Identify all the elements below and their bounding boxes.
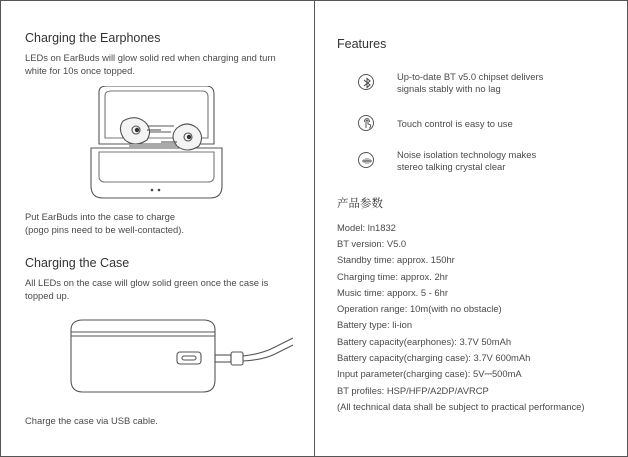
case-usb-illustration bbox=[65, 318, 295, 396]
specs-title: 产品参数 bbox=[337, 196, 383, 210]
earphones-desc-line2: white for 10s once topped. bbox=[25, 65, 135, 76]
spec-bt-profiles: BT profiles: HSP/HFP/A2DP/AVRCP bbox=[337, 385, 489, 396]
spec-charging-time: Charging time: approx. 2hr bbox=[337, 271, 448, 282]
spec-battery-type: Battery type: li-ion bbox=[337, 319, 413, 330]
feature-3-line1: Noise isolation technology makes bbox=[397, 149, 537, 160]
spec-battery-case: Battery capacity(charging case): 3.7V 600mAh bbox=[337, 352, 531, 363]
spec-input-parameter: Input parameter(charging case): 5V⎓500mA bbox=[337, 368, 522, 379]
spec-disclaimer: (All technical data shall be subject to practical performance) bbox=[337, 401, 585, 412]
spec-battery-earphones: Battery capacity(earphones): 3.7V 50mAh bbox=[337, 336, 512, 347]
spec-bt-version: BT version: V5.0 bbox=[337, 238, 407, 249]
noise-isolation-icon bbox=[358, 152, 374, 168]
feature-2-line1: Touch control is easy to use bbox=[397, 118, 513, 129]
spec-music-time: Music time: apporx. 5 - 6hr bbox=[337, 287, 448, 298]
feature-3-line2: stereo talking crystal clear bbox=[397, 161, 506, 172]
earphones-caption-line1: Put EarBuds into the case to charge bbox=[25, 211, 176, 222]
bluetooth-icon bbox=[358, 74, 374, 90]
case-caption: Charge the case via USB cable. bbox=[25, 415, 158, 426]
earphones-caption-line2: (pogo pins need to be well-contacted). bbox=[25, 224, 184, 235]
earbuds-case-illustration bbox=[89, 86, 224, 201]
case-desc-line1: All LEDs on the case will glow solid green once the case is bbox=[25, 277, 269, 288]
earphones-desc-line1: LEDs on EarBuds will glow solid red when charging and turn bbox=[25, 52, 276, 63]
touch-icon bbox=[358, 115, 374, 131]
case-title: Charging the Case bbox=[25, 256, 130, 270]
feature-1-line1: Up-to-date BT v5.0 chipset delivers bbox=[397, 71, 544, 82]
spec-standby-time: Standby time: approx. 150hr bbox=[337, 254, 455, 265]
earphones-title: Charging the Earphones bbox=[25, 31, 161, 45]
spec-operation-range: Operation range: 10m(with no obstacle) bbox=[337, 303, 502, 314]
case-desc-line2: topped up. bbox=[25, 290, 70, 301]
spec-model: Model: ln1832 bbox=[337, 222, 396, 233]
feature-1-line2: signals stably with no lag bbox=[397, 83, 501, 94]
column-divider bbox=[314, 0, 315, 457]
features-title: Features bbox=[337, 37, 387, 51]
